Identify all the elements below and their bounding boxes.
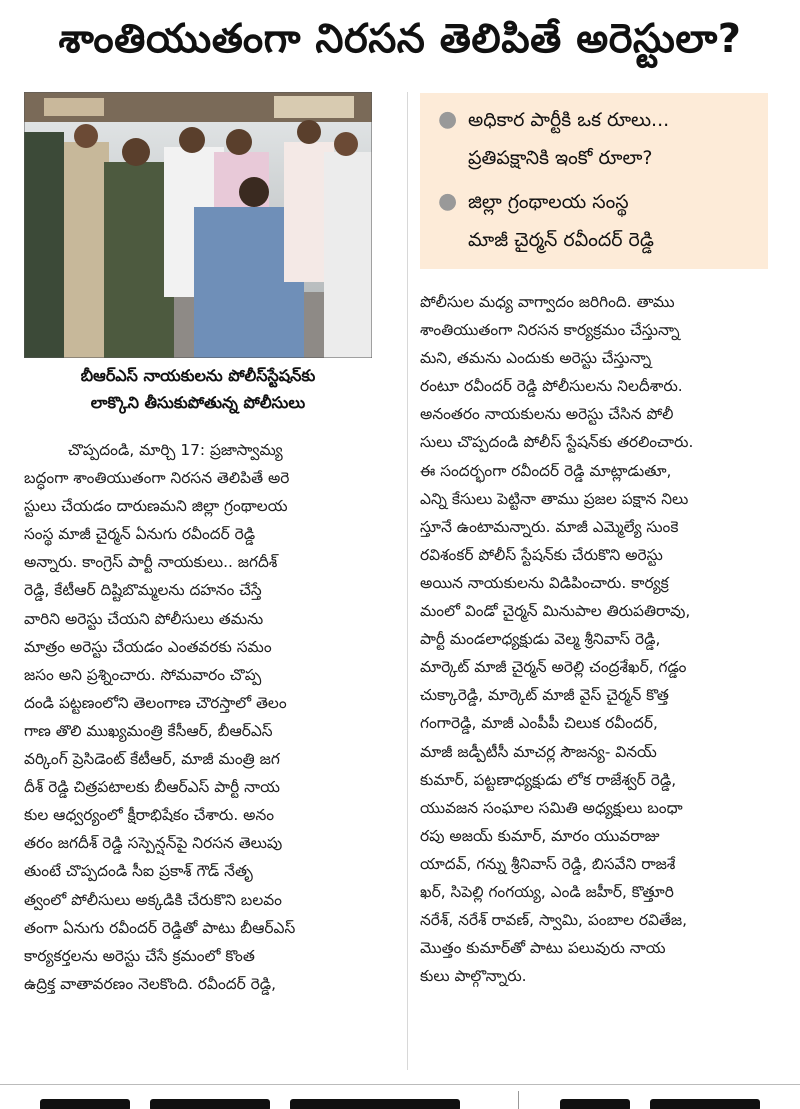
- article-line: పార్టీ మండలాధ్యక్షుడు వెల్మ శ్రీనివాస్ రెడ్డి,: [420, 630, 661, 649]
- cutoff-divider: [518, 1091, 519, 1109]
- article-line: తరం జగదీశ్ రెడ్డి సస్పెన్షన్‌పై నిరసన తెలుపు: [24, 834, 283, 853]
- article-line: మాజీ జడ్పీటీసీ మాచర్ల సౌజన్య- వినయ్: [420, 742, 657, 761]
- column-divider: [407, 92, 408, 1070]
- article-line: మాత్రం అరెస్టు చేయడం ఎంతవరకు సమం: [24, 637, 272, 656]
- article-line: జసం అని ప్రశ్నించారు. సోమవారం చొప్ప: [24, 665, 262, 684]
- article-line: ఖర్, సిపెల్లి గంగయ్య, ఎండి జహీర్, కొత్తూరి: [420, 882, 674, 901]
- article-line: రవిశంకర్ పోలీస్ స్టేషన్‌కు చేరుకొని అరెస్టు: [420, 545, 663, 564]
- article-line: అయిన నాయకులను విడిపించారు. కార్యక్ర: [420, 573, 669, 592]
- article-line: యువజన సంఘాల సమితి అధ్యక్షులు బంధా: [420, 798, 683, 817]
- article-line: చొప్పదండి, మార్చి 17: ప్రజాస్వామ్య: [68, 441, 283, 459]
- article-line: కుమార్, పట్టణాధ్యక్షుడు లోక రాజేశ్వర్ రెడ్డి,: [420, 770, 677, 789]
- highlight-line: ప్రతిపక్షానికి ఇంకో రూలా?: [468, 147, 653, 169]
- highlight-line: జిల్లా గ్రంథాలయ సంస్థ: [468, 191, 629, 213]
- headline: శాంతియుతంగా నిరసన తెలిపితే అరెస్టులా?: [58, 16, 742, 62]
- article-line: స్తూనే ఉంటామన్నారు. మాజీ ఎమ్మెల్యే సుంకె: [420, 517, 679, 536]
- article-line: మార్కెట్ మాజీ చైర్మన్ అరెల్లి చంద్రశేఖర్, గడ్డం: [420, 658, 687, 677]
- highlight-line: మాజీ చైర్మన్ రవీందర్ రెడ్డి: [468, 229, 654, 251]
- article-column-right: [420, 288, 778, 990]
- highlight-item: [438, 101, 758, 177]
- bullet-icon: ●: [438, 107, 458, 132]
- article-line: దీశ్ రెడ్డి చిత్రపటాలకు బీఆర్ఎస్ పార్టీ నాయ: [24, 778, 280, 797]
- article-line: బద్ధంగా శాంతియుతంగా నిరసన తెలిపితే అరె: [24, 469, 290, 488]
- article-line: గాణ తొలి ముఖ్యమంత్రి కేసీఆర్, బీఆర్ఎస్: [24, 721, 273, 740]
- article-line: కుల ఆధ్వర్యంలో క్షీరాభిషేకం చేశారు. అనం: [24, 806, 275, 825]
- article-line: తంగా ఏనుగు రవీందర్ రెడ్డితో పాటు బీఆర్ఎస్: [24, 918, 296, 937]
- article-column-left: [24, 436, 390, 998]
- article-line: సులు చొప్పదండి పోలీస్ స్టేషన్‌కు తరలించారు.: [420, 433, 694, 452]
- article-line: రెడ్డి, కేటీఆర్ దిష్టిబొమ్మలను దహనం చేస్తే: [24, 581, 262, 600]
- article-line: రపు అజయ్ కుమార్, మారం యువరాజు: [420, 826, 660, 845]
- article-line: స్టులు చేయడం దారుణమని జిల్లా గ్రంథాలయ: [24, 497, 288, 516]
- article-line: మని, తమను ఎందుకు అరెస్టు చేస్తున్నా: [420, 349, 652, 368]
- article-line: కులు పాల్గొన్నారు.: [420, 967, 527, 986]
- article-line: గంగారెడ్డి, మాజీ ఎంపీపీ చిలుక రవీందర్,: [420, 714, 658, 733]
- bullet-icon: ●: [438, 189, 458, 214]
- article-line: తుంటే చొప్పదండి సీఐ ప్రకాశ్ గౌడ్ నేతృ: [24, 862, 253, 881]
- caption-line: బీఆర్ఎస్ నాయకులను పోలీస్‌స్టేషన్‌కు: [80, 366, 316, 385]
- article-line: ఎన్ని కేసులు పెట్టినా తాము ప్రజల పక్షాన నిలు: [420, 489, 689, 508]
- article-line: ఈ సందర్భంగా రవీందర్ రెడ్డి మాట్లాడుతూ,: [420, 461, 672, 480]
- next-article-cutoff-strip: [0, 1084, 800, 1109]
- article-line: కార్యకర్తలను అరెస్టు చేసే క్రమంలో కొంత: [24, 946, 255, 965]
- article-line: చుక్కారెడ్డి, మార్కెట్ మాజీ వైస్ చైర్మన్ కొత్త: [420, 686, 669, 705]
- highlight-line: అధికార పార్టీకి ఒక రూలు...: [468, 109, 670, 131]
- article-line: త్వంలో పోలీసులు అక్కడికి చేరుకొని బలవం: [24, 890, 282, 909]
- article-line: మంలో విండో చైర్మన్ మినుపాల తిరుపతిరావు,: [420, 602, 691, 621]
- article-line: సంస్థ మాజీ చైర్మన్ ఏనుగు రవీందర్ రెడ్డి: [24, 525, 256, 544]
- article-line: నరేశ్, నరేశ్ రావణ్, స్వామి, పంబాల రవితేజ,: [420, 911, 688, 930]
- highlight-box: [420, 93, 768, 269]
- article-line: మొత్తం కుమార్‌తో పాటు పలువురు నాయ: [420, 939, 666, 958]
- photo-caption: [24, 362, 372, 416]
- article-line: యాదవ్, గన్ను శ్రీనివాస్ రెడ్డి, బిసవేని రాజశే: [420, 854, 676, 873]
- article-line: వారిని అరెస్టు చేయని పోలీసులు తమను: [24, 609, 264, 628]
- highlight-item: [438, 183, 758, 259]
- article-line: రంటూ రవీందర్ రెడ్డి పోలీసులను నిలదీశారు.: [420, 377, 683, 396]
- article-line: అన్నారు. కాంగ్రెస్ పార్టీ నాయకులు.. జగదీశ్: [24, 553, 278, 572]
- police-arrest-photo-illustration: [24, 92, 372, 358]
- article-line: శాంతియుతంగా నిరసన కార్యక్రమం చేస్తున్నా: [420, 321, 680, 340]
- article-line: వర్కింగ్ ప్రెసిడెంట్ కేటీఆర్, మాజీ మంత్రి జగ: [24, 750, 280, 769]
- article-line: పోలీసుల మధ్య వాగ్వాదం జరిగింది. తాము: [420, 293, 675, 311]
- article-line: ఉద్రిక్త వాతావరణం నెలకొంది. రవీందర్ రెడ్డి,: [24, 974, 277, 993]
- article-line: అనంతరం నాయకులను అరెస్టు చేసిన పోలీ: [420, 405, 674, 424]
- article-line: దండి పట్టణంలోని తెలంగాణ చౌరస్తాలో తెలం: [24, 693, 287, 712]
- caption-line: లాక్కొని తీసుకుపోతున్న పోలీసులు: [90, 393, 306, 412]
- news-photo: [24, 92, 372, 358]
